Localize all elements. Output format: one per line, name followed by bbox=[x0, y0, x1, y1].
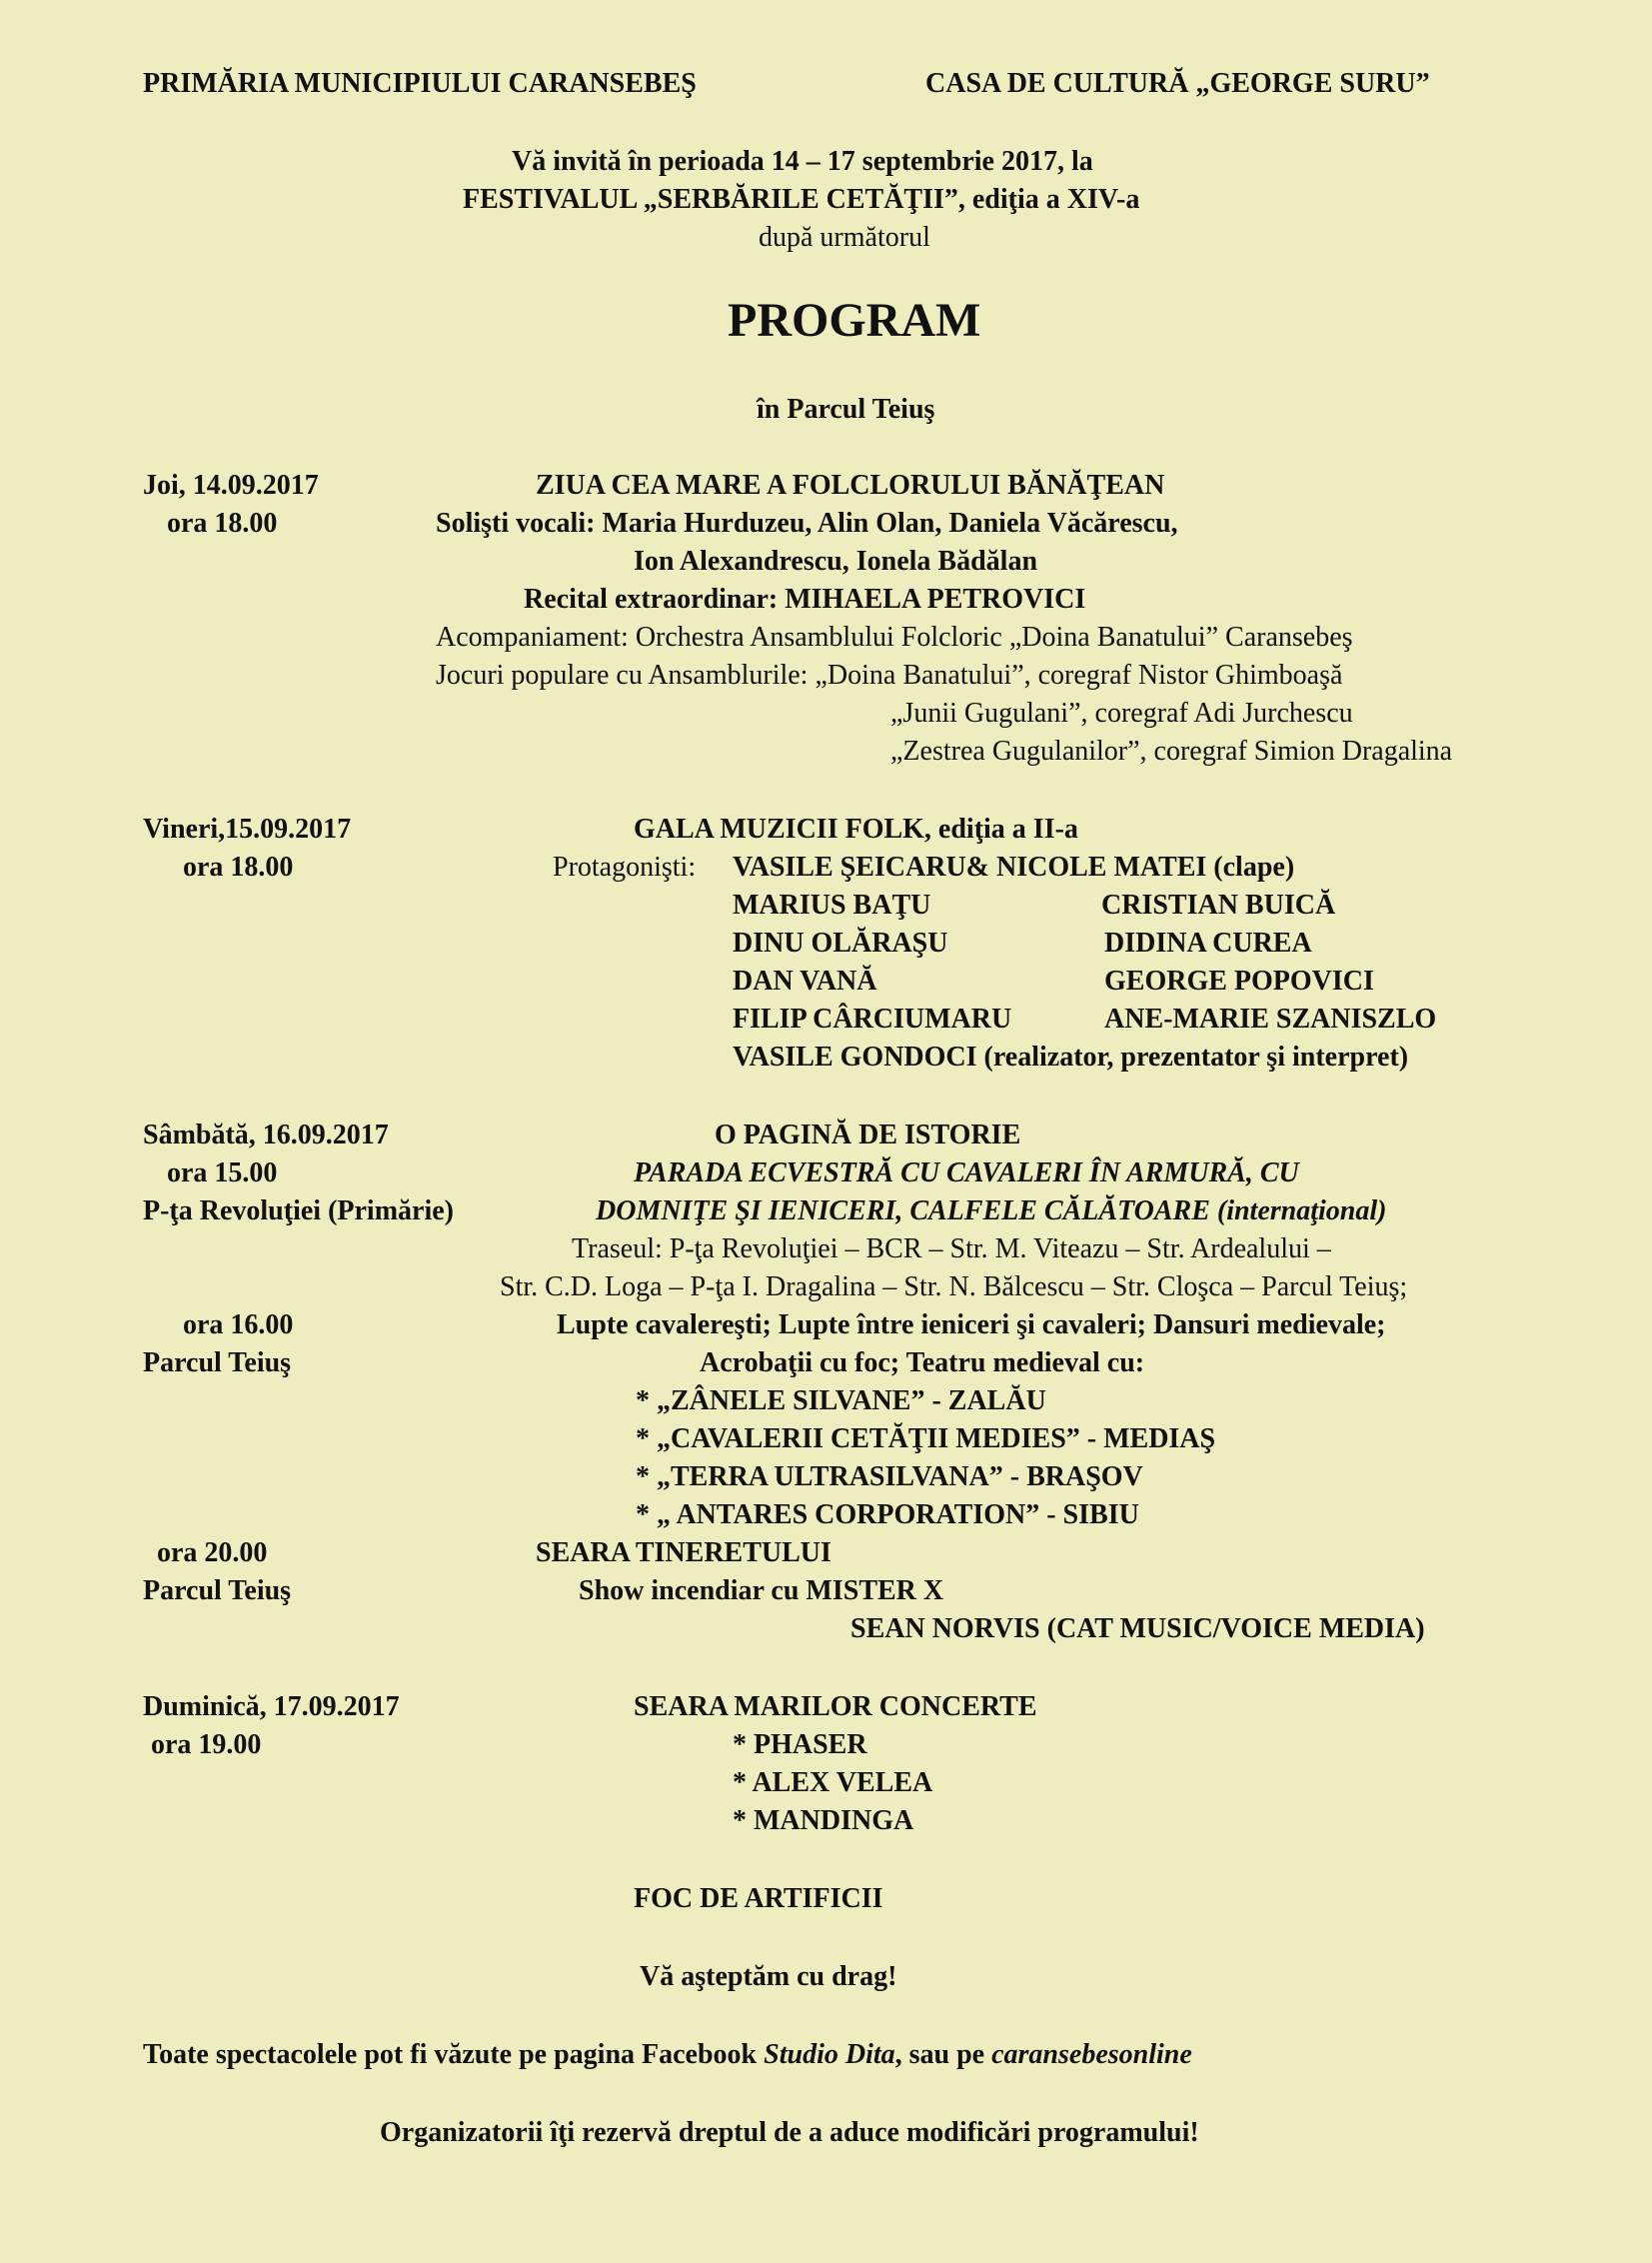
day3-place-1: P-ţa Revoluţiei (Primărie) bbox=[143, 1195, 454, 1226]
artist-name: MARIUS BAŢU bbox=[733, 890, 931, 921]
day1-soloists-cont: Ion Alexandrescu, Ionela Bădălan bbox=[634, 546, 1038, 577]
day2-time: ora 18.00 bbox=[183, 852, 294, 883]
day3-parade-2: DOMNIŢE ŞI IENICERI, CALFELE CĂLĂTOARE (internaţional) bbox=[596, 1195, 1387, 1226]
theatre-group: * „TERRA ULTRASILVANA” - BRAŞOV bbox=[636, 1461, 1143, 1492]
day3-time-2: ora 16.00 bbox=[183, 1309, 294, 1340]
page-title: PROGRAM bbox=[728, 294, 981, 347]
day1-accompaniment: Acompaniament: Orchestra Ansamblului Folcloric „Doina Banatului” Caransebeş bbox=[436, 622, 1353, 653]
day1-dances-cont-2: „Zestrea Gugulanilor”, coregraf Simion Dragalina bbox=[890, 736, 1453, 767]
day3-dj: SEAN NORVIS (CAT MUSIC/VOICE MEDIA) bbox=[850, 1613, 1425, 1644]
day4-title: SEARA MARILOR CONCERTE bbox=[634, 1691, 1037, 1722]
day1-dances-cont-1: „Junii Gugulani”, coregraf Adi Jurchescu bbox=[890, 698, 1353, 729]
day3-show: Show incendiar cu MISTER X bbox=[579, 1575, 944, 1606]
concert-act: * ALEX VELEA bbox=[733, 1767, 933, 1798]
welcome-message: Vă aşteptăm cu drag! bbox=[640, 1961, 897, 1992]
facebook-page-name: Studio Dita bbox=[764, 2039, 895, 2070]
day3-place-3: Parcul Teiuş bbox=[143, 1575, 292, 1606]
broadcast-note bbox=[143, 2039, 1192, 2071]
day3-place-2: Parcul Teiuş bbox=[143, 1347, 292, 1378]
day3-time-1: ora 15.00 bbox=[167, 1157, 278, 1188]
broadcast-text-1: Toate spectacolele pot fi văzute pe pagina Facebook bbox=[143, 2039, 765, 2070]
location-subtitle: în Parcul Teiuş bbox=[757, 394, 935, 425]
day3-date: Sâmbătă, 16.09.2017 bbox=[143, 1120, 389, 1150]
header-organizer: PRIMĂRIA MUNICIPIULUI CARANSEBEŞ bbox=[143, 68, 697, 99]
artist-name: FILIP CÂRCIUMARU bbox=[733, 1004, 1012, 1035]
day2-date: Vineri,15.09.2017 bbox=[143, 814, 352, 845]
day1-recital: Recital extraordinar: MIHAELA PETROVICI bbox=[524, 584, 1086, 615]
day1-dances: Jocuri populare cu Ansamblurile: „Doina Banatului”, coregraf Nistor Ghimboaşă bbox=[436, 660, 1343, 691]
day3-youth: SEARA TINERETULUI bbox=[536, 1537, 831, 1568]
disclaimer: Organizatorii îţi rezervă dreptul de a aduce modificări programului! bbox=[380, 2117, 1199, 2148]
day3-acrobatics: Acrobaţii cu foc; Teatru medieval cu: bbox=[700, 1347, 1145, 1378]
theatre-group: * „CAVALERII CETĂŢII MEDIES” - MEDIAŞ bbox=[636, 1423, 1216, 1454]
day3-time-3: ora 20.00 bbox=[157, 1537, 268, 1568]
day3-fights: Lupte cavalereşti; Lupte între ieniceri şi cavaleri; Dansuri medievale; bbox=[557, 1309, 1386, 1340]
artist-name: CRISTIAN BUICĂ bbox=[1101, 890, 1336, 921]
concert-act: * PHASER bbox=[733, 1729, 867, 1760]
day3-route-2: Str. C.D. Loga – P-ţa I. Dragalina – Str. N. Bălcescu – Str. Cloşca – Parcul Teiuş; bbox=[500, 1271, 1408, 1302]
intro-line-1: Vă invită în perioada 14 – 17 septembrie 2017, la bbox=[512, 146, 1093, 177]
artist-name: DAN VANĂ bbox=[733, 966, 877, 997]
day1-time: ora 18.00 bbox=[167, 508, 278, 539]
day3-parade-1: PARADA ECVESTRĂ CU CAVALERI ÎN ARMURĂ, CU bbox=[634, 1157, 1299, 1188]
day3-route-1: Traseul: P-ţa Revoluţiei – BCR – Str. M. Viteazu – Str. Ardealului – bbox=[572, 1233, 1331, 1264]
fireworks: FOC DE ARTIFICII bbox=[634, 1883, 883, 1914]
header-venue: CASA DE CULTURĂ „GEORGE SURU” bbox=[925, 68, 1430, 99]
artist-name: DINU OLĂRAŞU bbox=[733, 928, 948, 959]
day2-protagonists-first: VASILE ŞEICARU& NICOLE MATEI (clape) bbox=[733, 852, 1295, 883]
day2-protagonists-label: Protagonişti: bbox=[553, 852, 697, 883]
day1-date: Joi, 14.09.2017 bbox=[143, 470, 319, 501]
day4-time: ora 19.00 bbox=[151, 1729, 262, 1760]
artist-name: ANE-MARIE SZANISZLO bbox=[1104, 1004, 1437, 1035]
artist-name: GEORGE POPOVICI bbox=[1104, 966, 1374, 997]
broadcast-text-2: , sau pe bbox=[894, 2039, 992, 2070]
day2-host: VASILE GONDOCI (realizator, prezentator şi interpret) bbox=[733, 1042, 1409, 1073]
day3-title: O PAGINĂ DE ISTORIE bbox=[715, 1120, 1021, 1150]
intro-line-2: FESTIVALUL „SERBĂRILE CETĂŢII”, ediţia a XIV-a bbox=[463, 184, 1140, 215]
website-name: caransebesonline bbox=[991, 2039, 1192, 2070]
day1-soloists: Solişti vocali: Maria Hurduzeu, Alin Olan, Daniela Văcărescu, bbox=[436, 508, 1178, 539]
day4-date: Duminică, 17.09.2017 bbox=[143, 1691, 400, 1722]
day1-title: ZIUA CEA MARE A FOLCLORULUI BĂNĂŢEAN bbox=[536, 470, 1165, 501]
artist-name: DIDINA CUREA bbox=[1104, 928, 1312, 959]
day2-title: GALA MUZICII FOLK, ediţia a II-a bbox=[634, 814, 1078, 845]
concert-act: * MANDINGA bbox=[733, 1805, 914, 1836]
theatre-group: * „ZÂNELE SILVANE” - ZALĂU bbox=[636, 1385, 1046, 1416]
intro-line-3: după următorul bbox=[759, 222, 930, 253]
theatre-group: * „ ANTARES CORPORATION” - SIBIU bbox=[636, 1499, 1139, 1530]
